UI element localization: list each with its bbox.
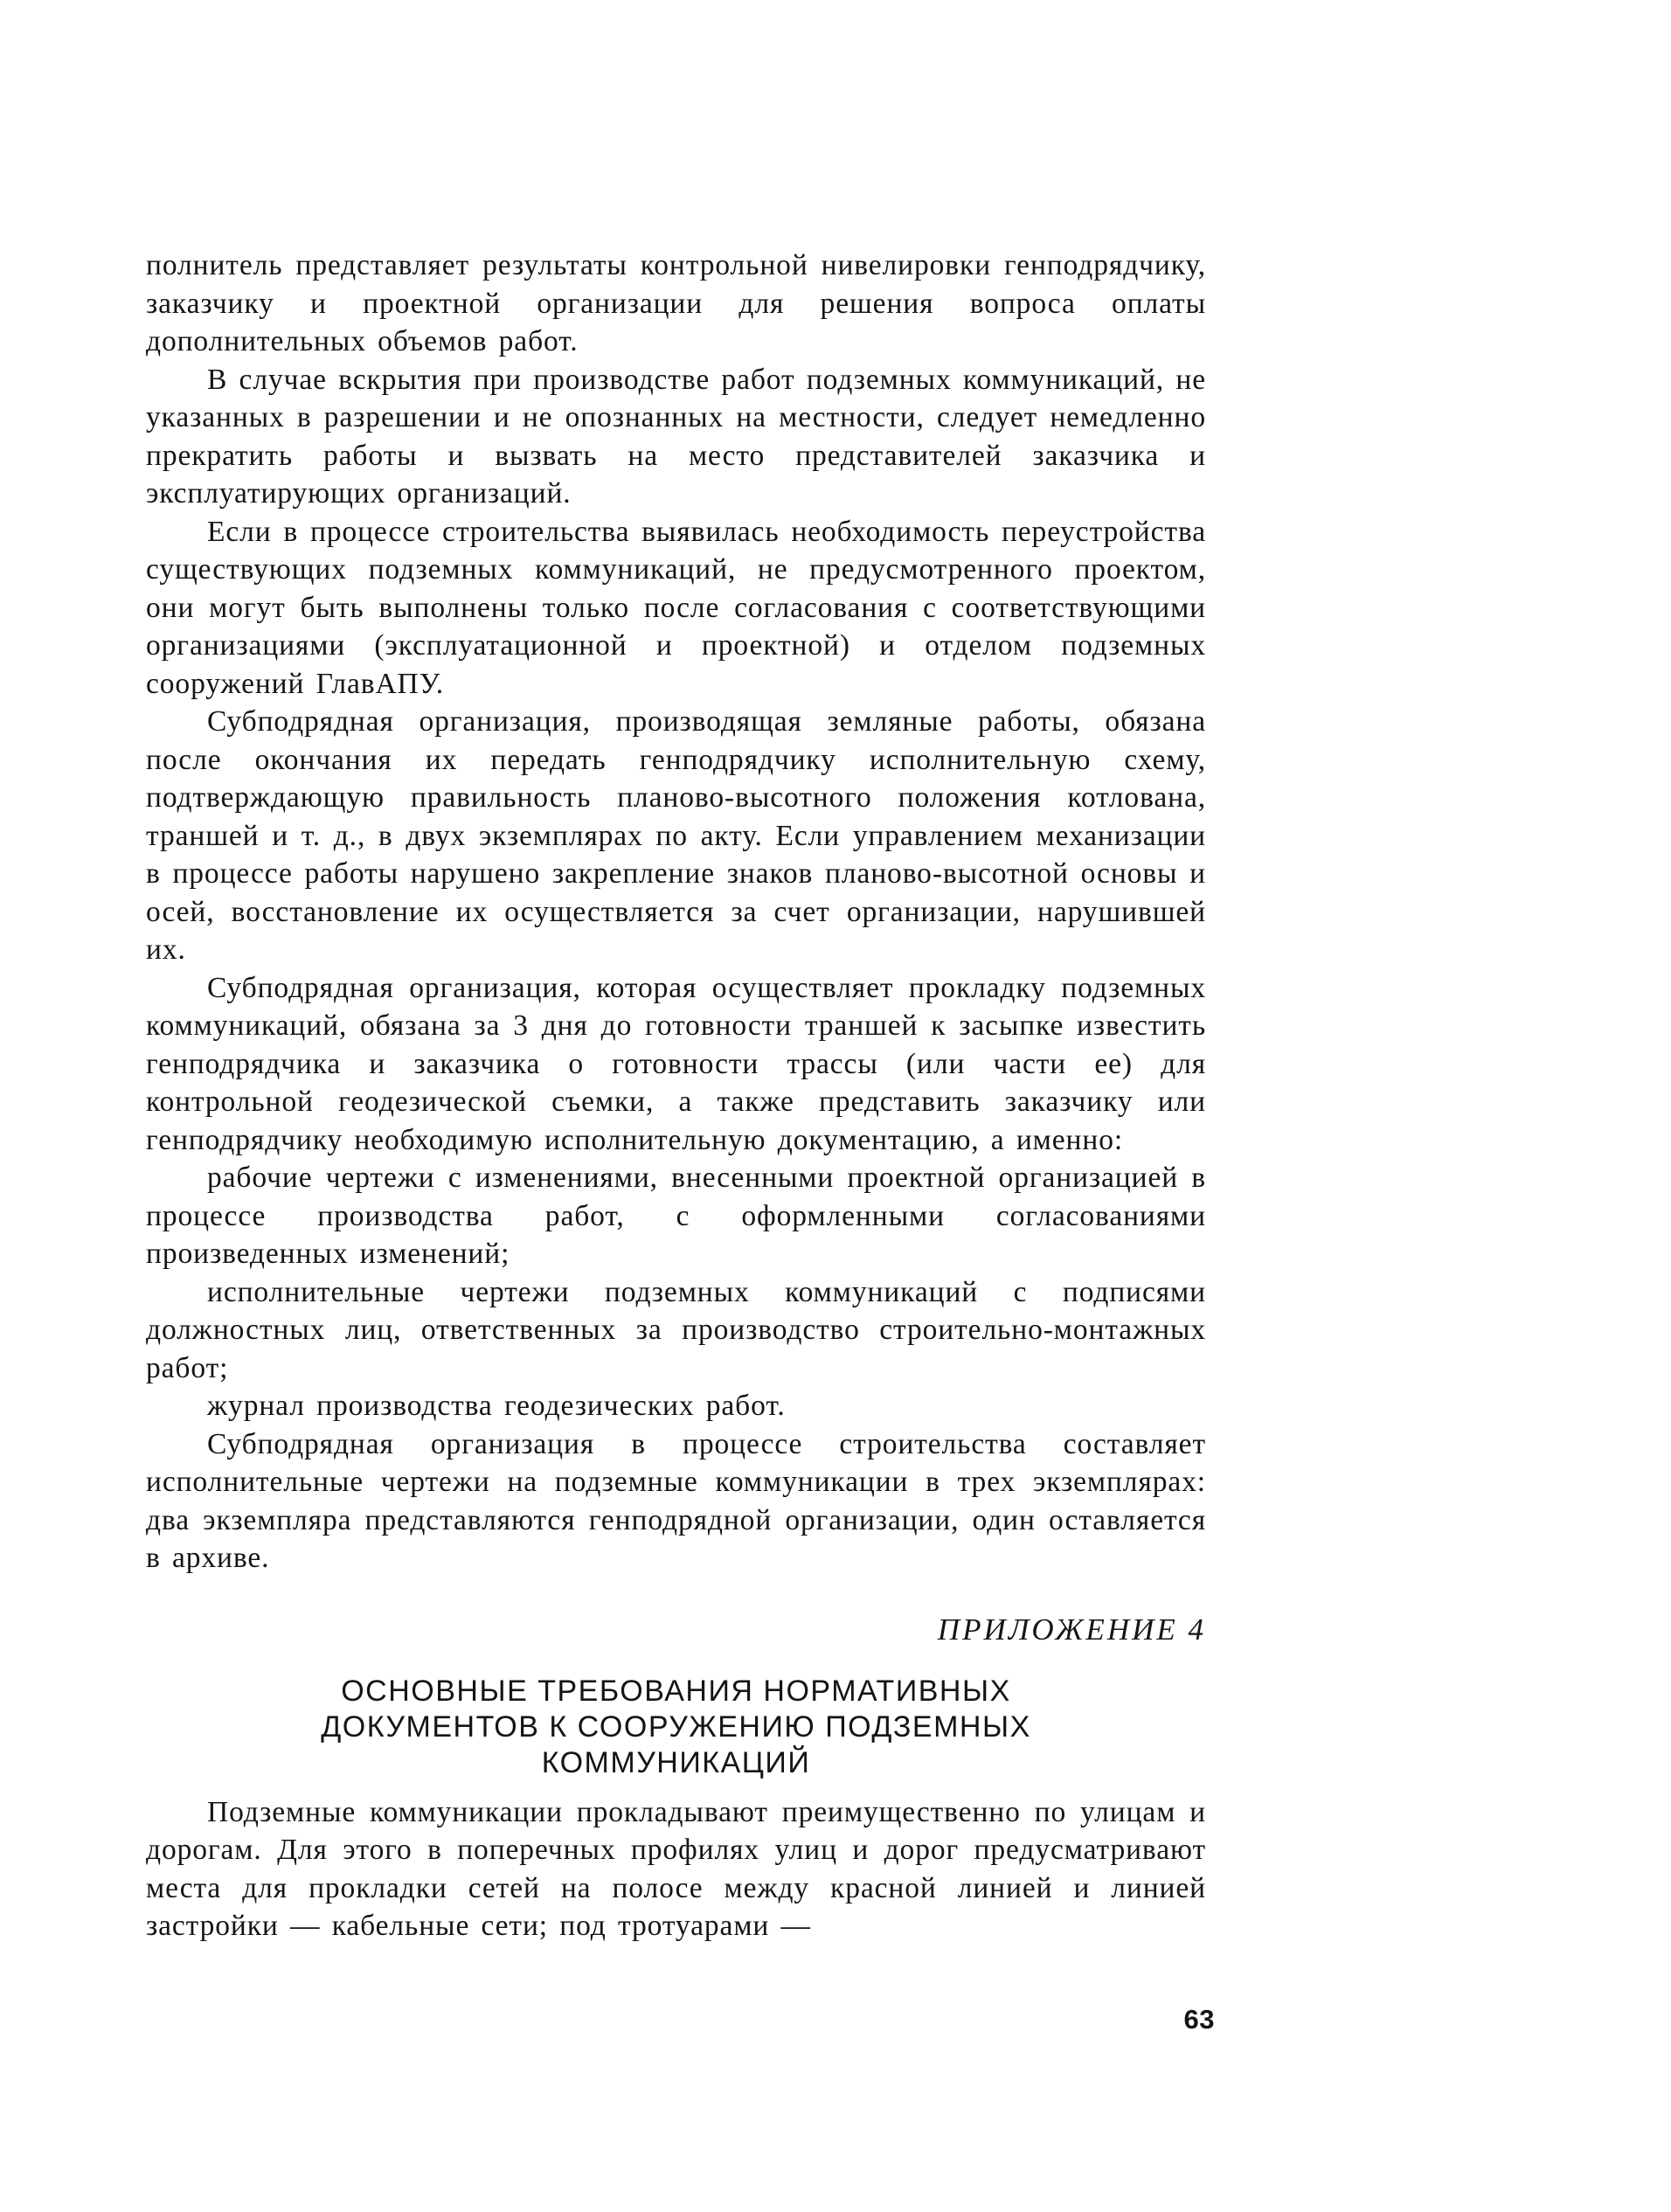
list-item: исполнительные чертежи подземных коммуникаций с подписями должностных лиц, ответственных за производство строительно-монтажных работ; bbox=[146, 1275, 1206, 1384]
section-title-line: ОСНОВНЫЕ ТРЕБОВАНИЯ НОРМАТИВНЫХ bbox=[341, 1674, 1011, 1708]
page-body bbox=[146, 246, 1206, 1945]
paragraph-earthworks-subcontractor: Субподрядная организация, производящая земляные работы, обязана после окончания их передать генподрядчику исполнительную схему, подтверждающую правильность планово-высотного положения котлована, траншей и т. д., в двух экземплярах по акту. Если управлением механизации в процессе работы нарушено закрепление знаков планово-высотной основы и осей, восстановление их осуществляется за счет организации, нарушившей их. bbox=[146, 705, 1206, 966]
section-title-line: КОММУНИКАЦИЙ bbox=[541, 1745, 811, 1779]
appendix-label: ПРИЛОЖЕНИЕ 4 bbox=[937, 1612, 1206, 1647]
list-item: журнал производства геодезических работ. bbox=[207, 1390, 786, 1422]
paragraph-appendix-intro: Подземные коммуникации прокладывают преимущественно по улицам и дорогам. Для этого в поперечных профилях улиц и дорог предусматривают места для прокладки сетей на полосе между красной линией и линией застройки — кабельные сети; под тротуарами — bbox=[146, 1795, 1206, 1942]
section-title-line: ДОКУМЕНТОВ К СООРУЖЕНИЮ ПОДЗЕМНЫХ bbox=[321, 1709, 1031, 1744]
page-number: 63 bbox=[1183, 2004, 1215, 2035]
paragraph-reconstruction: Если в процессе строительства выявилась необходимость переустройства существующих подземных коммуникаций, не предусмотренного проектом, они могут быть выполнены только после согласования с соответствующими организациями (эксплуатационной и проектной) и отделом подземных сооружений ГлавАПУ. bbox=[146, 515, 1206, 700]
list-item: рабочие чертежи с изменениями, внесенными проектной организацией в процессе производства работ, с оформленными согласованиями произведенных изменений; bbox=[146, 1161, 1206, 1270]
paragraph-uncovered-utilities: В случае вскрытия при производстве работ подземных коммуникаций, не указанных в разрешении и не опознанных на местности, следует немедленно прекратить работы и вызвать на место представителей заказчика и эксплуатирующих организаций. bbox=[146, 363, 1206, 510]
paragraph-utilities-subcontractor: Субподрядная организация, которая осуществляет прокладку подземных коммуникаций, обязана за 3 дня до готовности траншей к засыпке известить генподрядчика и заказчика о готовности трассы (или части ее) для контрольной геодезической съемки, а также представить заказчику или генподрядчику необходимую исполнительную документацию, а именно: bbox=[146, 971, 1206, 1156]
paragraph-as-built-drawings: Субподрядная организация в процессе строительства составляет исполнительные чертежи на подземные коммуникации в трех экземплярах: два экземпляра представляются генподрядной организации, один оставляется в архиве. bbox=[146, 1427, 1206, 1574]
paragraph-continuation: полнитель представляет результаты контрольной нивелировки генподрядчику, заказчику и проектной организации для решения вопроса оплаты дополнительных объемов работ. bbox=[146, 249, 1206, 357]
section-title bbox=[146, 1674, 1206, 1781]
